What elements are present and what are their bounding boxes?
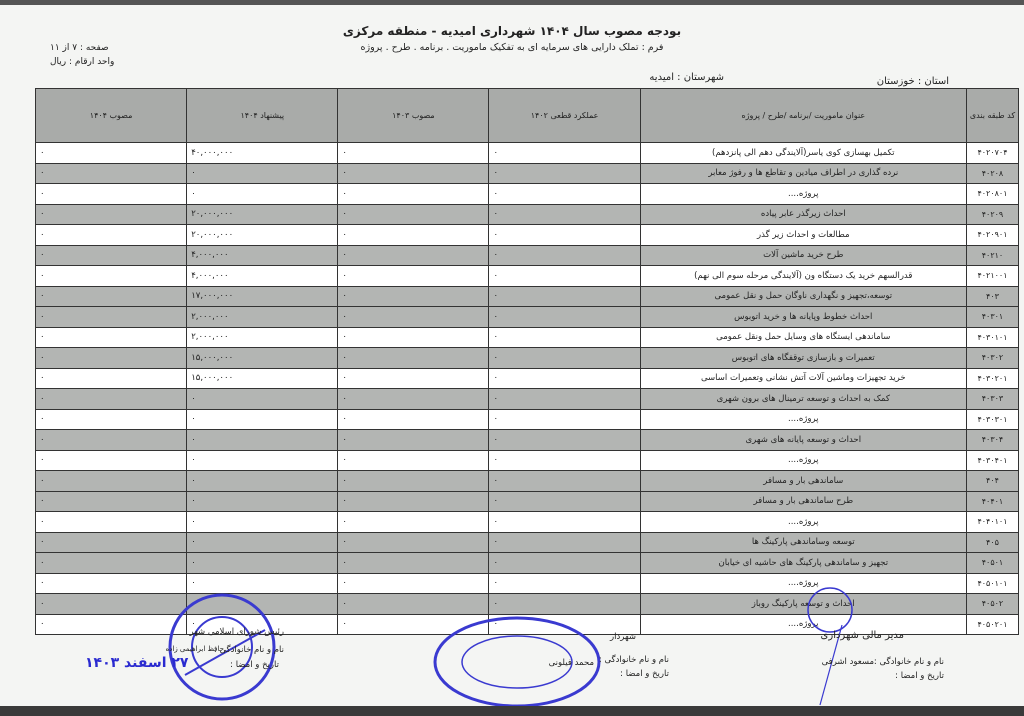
row-code: ۴۰۳ (966, 286, 1018, 307)
row-code: ۴۰۳۰۴۰۱ (966, 450, 1018, 471)
row-code: ۴۰۵۰۲۰۱ (966, 614, 1018, 635)
row-actual-1402: ۰ (489, 204, 640, 225)
table-row (36, 491, 1019, 512)
row-proposed-1404: ۲,۰۰۰,۰۰۰ (187, 307, 338, 328)
document-subtitle: فرم : تملک دارایی های سرمایه ای به تفکیک ماموریت . برنامه . طرح . پروژه (360, 42, 664, 53)
row-code: ۴۰۵ (966, 532, 1018, 553)
row-title: طرح خرید ماشین آلات (640, 245, 966, 266)
row-code: ۴۰۵۰۱۰۱ (966, 573, 1018, 594)
table-row (36, 163, 1019, 184)
row-approved-1404: ۰ (36, 532, 187, 553)
row-proposed-1404: ۴۰,۰۰۰,۰۰۰ (187, 143, 338, 164)
row-approved-1403: ۰ (338, 225, 489, 246)
table-row (36, 471, 1019, 492)
council-role: رئیس شورای اسلامی شهر (189, 627, 284, 637)
province-label: استان : خوزستان (876, 76, 949, 87)
row-approved-1404: ۰ (36, 491, 187, 512)
row-proposed-1404: ۲,۰۰۰,۰۰۰ (187, 327, 338, 348)
row-approved-1403: ۰ (338, 143, 489, 164)
row-title: توسعه،تجهیز و نگهداری ناوگان حمل و نقل عمومی (640, 286, 966, 307)
row-approved-1404: ۰ (36, 450, 187, 471)
row-approved-1404: ۰ (36, 307, 187, 328)
table-header (36, 89, 1019, 143)
row-approved-1404: ۰ (36, 553, 187, 574)
row-proposed-1404: ۰ (187, 573, 338, 594)
table-row (36, 143, 1019, 164)
council-name: حافظ ابراهیمی زاده (165, 645, 224, 653)
row-proposed-1404: ۰ (187, 471, 338, 492)
row-title: نرده گذاری در اطراف میادین و تقاطع ها و رفوژ معابر (640, 163, 966, 184)
row-approved-1404: ۰ (36, 614, 187, 635)
row-approved-1404: ۰ (36, 245, 187, 266)
row-actual-1402: ۰ (489, 245, 640, 266)
row-actual-1402: ۰ (489, 594, 640, 615)
row-proposed-1404: ۲۰,۰۰۰,۰۰۰ (187, 204, 338, 225)
row-code: ۴۰۳۰۱ (966, 307, 1018, 328)
handwritten-date: ۲۷ اسفند ۱۴۰۳ (85, 655, 189, 671)
row-approved-1403: ۰ (338, 327, 489, 348)
table-row (36, 409, 1019, 430)
row-approved-1403: ۰ (338, 532, 489, 553)
row-approved-1403: ۰ (338, 512, 489, 533)
row-proposed-1404: ۰ (187, 389, 338, 410)
finance-sign-label: تاریخ و امضا : (895, 671, 944, 681)
row-actual-1402: ۰ (489, 573, 640, 594)
row-actual-1402: ۰ (489, 143, 640, 164)
table-row (36, 245, 1019, 266)
row-actual-1402: ۰ (489, 532, 640, 553)
row-approved-1404: ۰ (36, 594, 187, 615)
row-approved-1404: ۰ (36, 184, 187, 205)
row-title: مطالعات و احداث زیر گذر (640, 225, 966, 246)
table-row (36, 368, 1019, 389)
row-code: ۴۰۲۱۰ (966, 245, 1018, 266)
row-proposed-1404: ۴,۰۰۰,۰۰۰ (187, 245, 338, 266)
row-approved-1404: ۰ (36, 327, 187, 348)
row-code: ۴۰۲۰۸ (966, 163, 1018, 184)
row-approved-1403: ۰ (338, 491, 489, 512)
row-code: ۴۰۲۰۷۰۴ (966, 143, 1018, 164)
table-row (36, 266, 1019, 287)
row-proposed-1404: ۱۵,۰۰۰,۰۰۰ (187, 368, 338, 389)
row-approved-1404: ۰ (36, 512, 187, 533)
signature-scribble (800, 585, 880, 710)
row-actual-1402: ۰ (489, 163, 640, 184)
row-title: پروژه.... (640, 512, 966, 533)
row-actual-1402: ۰ (489, 614, 640, 635)
col-approved-1403: مصوب ۱۴۰۳ (338, 89, 489, 143)
finance-role: مدیر مالی شهرداری (820, 630, 904, 641)
table-row (36, 389, 1019, 410)
row-proposed-1404: ۴,۰۰۰,۰۰۰ (187, 266, 338, 287)
row-approved-1403: ۰ (338, 368, 489, 389)
row-approved-1403: ۰ (338, 348, 489, 369)
row-approved-1403: ۰ (338, 573, 489, 594)
row-proposed-1404: ۰ (187, 532, 338, 553)
row-approved-1404: ۰ (36, 409, 187, 430)
table-row (36, 327, 1019, 348)
row-actual-1402: ۰ (489, 348, 640, 369)
row-actual-1402: ۰ (489, 491, 640, 512)
row-title: تجهیز و ساماندهی پارکینگ های حاشیه ای خیابان (640, 553, 966, 574)
mayor-name-label: نام و نام خانوادگی : (598, 655, 669, 665)
row-proposed-1404: ۰ (187, 430, 338, 451)
row-actual-1402: ۰ (489, 327, 640, 348)
row-actual-1402: ۰ (489, 512, 640, 533)
row-approved-1403: ۰ (338, 286, 489, 307)
col-title: عنوان ماموریت /برنامه /طرح / پروژه (640, 89, 966, 143)
row-proposed-1404: ۰ (187, 409, 338, 430)
row-approved-1403: ۰ (338, 266, 489, 287)
row-approved-1404: ۰ (36, 163, 187, 184)
row-approved-1404: ۰ (36, 430, 187, 451)
row-title: احداث و توسعه پارکینگ روباز (640, 594, 966, 615)
col-actual-1402: عملکرد قطعی ۱۴۰۲ (489, 89, 640, 143)
currency-unit: واحد ارقام : ریال (50, 57, 115, 67)
row-title: کمک به احداث و توسعه ترمینال های برون شهری (640, 389, 966, 410)
row-code: ۴۰۳۰۱۰۱ (966, 327, 1018, 348)
row-code: ۴۰۴۰۱۰۱ (966, 512, 1018, 533)
row-title: قدرالسهم خرید یک دستگاه ون (آلایندگی مرحله سوم الی نهم) (640, 266, 966, 287)
row-actual-1402: ۰ (489, 368, 640, 389)
row-code: ۴۰۳۰۳ (966, 389, 1018, 410)
row-title: تکمیل بهسازی کوی یاسر(آلایندگی دهم الی پانزدهم) (640, 143, 966, 164)
row-approved-1403: ۰ (338, 594, 489, 615)
row-code: ۴۰۳۰۴ (966, 430, 1018, 451)
row-title: پروژه.... (640, 573, 966, 594)
row-code: ۴۰۲۰۹۰۱ (966, 225, 1018, 246)
row-proposed-1404: ۱۷,۰۰۰,۰۰۰ (187, 286, 338, 307)
row-approved-1403: ۰ (338, 409, 489, 430)
table-row (36, 553, 1019, 574)
row-approved-1404: ۰ (36, 389, 187, 410)
row-title: احداث و توسعه پایانه های شهری (640, 430, 966, 451)
col-proposed-1404: پیشنهاد ۱۴۰۴ (187, 89, 338, 143)
mayor-role: شهردار (610, 632, 636, 642)
row-proposed-1404: ۰ (187, 491, 338, 512)
row-approved-1404: ۰ (36, 471, 187, 492)
table-row (36, 184, 1019, 205)
row-code: ۴۰۳۰۲۰۱ (966, 368, 1018, 389)
row-actual-1402: ۰ (489, 225, 640, 246)
table-row (36, 286, 1019, 307)
row-code: ۴۰۲۰۹ (966, 204, 1018, 225)
row-proposed-1404: ۰ (187, 512, 338, 533)
document-title: بودجه مصوب سال ۱۴۰۴ شهرداری امیدیه - منطقه مرکزی (342, 24, 682, 38)
row-approved-1403: ۰ (338, 163, 489, 184)
row-approved-1403: ۰ (338, 245, 489, 266)
row-proposed-1404: ۰ (187, 184, 338, 205)
col-code: کد طبقه بندی (966, 89, 1018, 143)
council-sign-label: تاریخ و امضا : (230, 660, 279, 670)
row-actual-1402: ۰ (489, 307, 640, 328)
row-approved-1403: ۰ (338, 553, 489, 574)
row-actual-1402: ۰ (489, 553, 640, 574)
row-code: ۴۰۴ (966, 471, 1018, 492)
col-approved-1404: مصوب ۱۴۰۴ (36, 89, 187, 143)
row-code: ۴۰۵۰۲ (966, 594, 1018, 615)
row-proposed-1404: ۰ (187, 450, 338, 471)
row-approved-1404: ۰ (36, 266, 187, 287)
row-actual-1402: ۰ (489, 450, 640, 471)
row-title: ساماندهی بار و مسافر (640, 471, 966, 492)
row-title: توسعه وساماندهی پارکینگ ها (640, 532, 966, 553)
row-title: طرح ساماندهی بار و مسافر (640, 491, 966, 512)
finance-name: مسعود اشرفی (821, 657, 874, 667)
finance-name-label: نام و نام خانوادگی : (873, 657, 944, 667)
table-row (36, 450, 1019, 471)
table-row (36, 307, 1019, 328)
row-code: ۴۰۳۰۳۰۱ (966, 409, 1018, 430)
row-code: ۴۰۵۰۱ (966, 553, 1018, 574)
row-approved-1403: ۰ (338, 471, 489, 492)
row-code: ۴۰۴۰۱ (966, 491, 1018, 512)
row-approved-1404: ۰ (36, 286, 187, 307)
row-title: تعمیرات و بازسازی توقفگاه های اتوبوس (640, 348, 966, 369)
budget-table (35, 88, 1019, 635)
row-title: احداث زیرگذر عابر پیاده (640, 204, 966, 225)
row-approved-1404: ۰ (36, 348, 187, 369)
row-title: ساماندهی ایستگاه های وسایل حمل ونقل عمومی (640, 327, 966, 348)
row-actual-1402: ۰ (489, 286, 640, 307)
row-approved-1403: ۰ (338, 204, 489, 225)
mayor-sign-label: تاریخ و امضا : (620, 669, 669, 679)
row-proposed-1404: ۰ (187, 594, 338, 615)
row-proposed-1404: ۰ (187, 163, 338, 184)
row-approved-1404: ۰ (36, 225, 187, 246)
row-title: پروژه.... (640, 409, 966, 430)
scan-edge-bottom (0, 706, 1024, 716)
row-proposed-1404: ۱۵,۰۰۰,۰۰۰ (187, 348, 338, 369)
city-label: شهرستان : امیدیه (649, 72, 724, 83)
row-title: پروژه.... (640, 450, 966, 471)
row-title: پروژه.... (640, 614, 966, 635)
row-approved-1403: ۰ (338, 184, 489, 205)
row-approved-1404: ۰ (36, 368, 187, 389)
row-actual-1402: ۰ (489, 389, 640, 410)
row-proposed-1404: ۰ (187, 614, 338, 635)
page-number: صفحه : ۷ از ۱۱ (50, 43, 109, 53)
council-name-label: نام و نام خانوادگی : (213, 645, 284, 655)
row-approved-1403: ۰ (338, 614, 489, 635)
row-proposed-1404: ۲۰,۰۰۰,۰۰۰ (187, 225, 338, 246)
table-row (36, 204, 1019, 225)
mayor-name: محمد فیلونی (548, 658, 594, 668)
row-approved-1403: ۰ (338, 450, 489, 471)
row-approved-1404: ۰ (36, 143, 187, 164)
table-row (36, 430, 1019, 451)
row-actual-1402: ۰ (489, 471, 640, 492)
table-row (36, 348, 1019, 369)
scan-edge-top (0, 0, 1024, 5)
row-code: ۴۰۳۰۲ (966, 348, 1018, 369)
row-approved-1403: ۰ (338, 307, 489, 328)
row-actual-1402: ۰ (489, 409, 640, 430)
table-row (36, 225, 1019, 246)
row-approved-1403: ۰ (338, 430, 489, 451)
row-actual-1402: ۰ (489, 184, 640, 205)
row-proposed-1404: ۰ (187, 553, 338, 574)
row-approved-1404: ۰ (36, 573, 187, 594)
table-row (36, 532, 1019, 553)
row-approved-1404: ۰ (36, 204, 187, 225)
row-actual-1402: ۰ (489, 266, 640, 287)
row-title: خرید تجهیزات وماشین آلات آتش نشانی وتعمیرات اساسی (640, 368, 966, 389)
row-title: احداث خطوط وپایانه ها و خرید اتوبوس (640, 307, 966, 328)
row-title: پروژه.... (640, 184, 966, 205)
row-actual-1402: ۰ (489, 430, 640, 451)
table-row (36, 512, 1019, 533)
row-approved-1403: ۰ (338, 389, 489, 410)
row-code: ۴۰۲۱۰۰۱ (966, 266, 1018, 287)
row-code: ۴۰۲۰۸۰۱ (966, 184, 1018, 205)
